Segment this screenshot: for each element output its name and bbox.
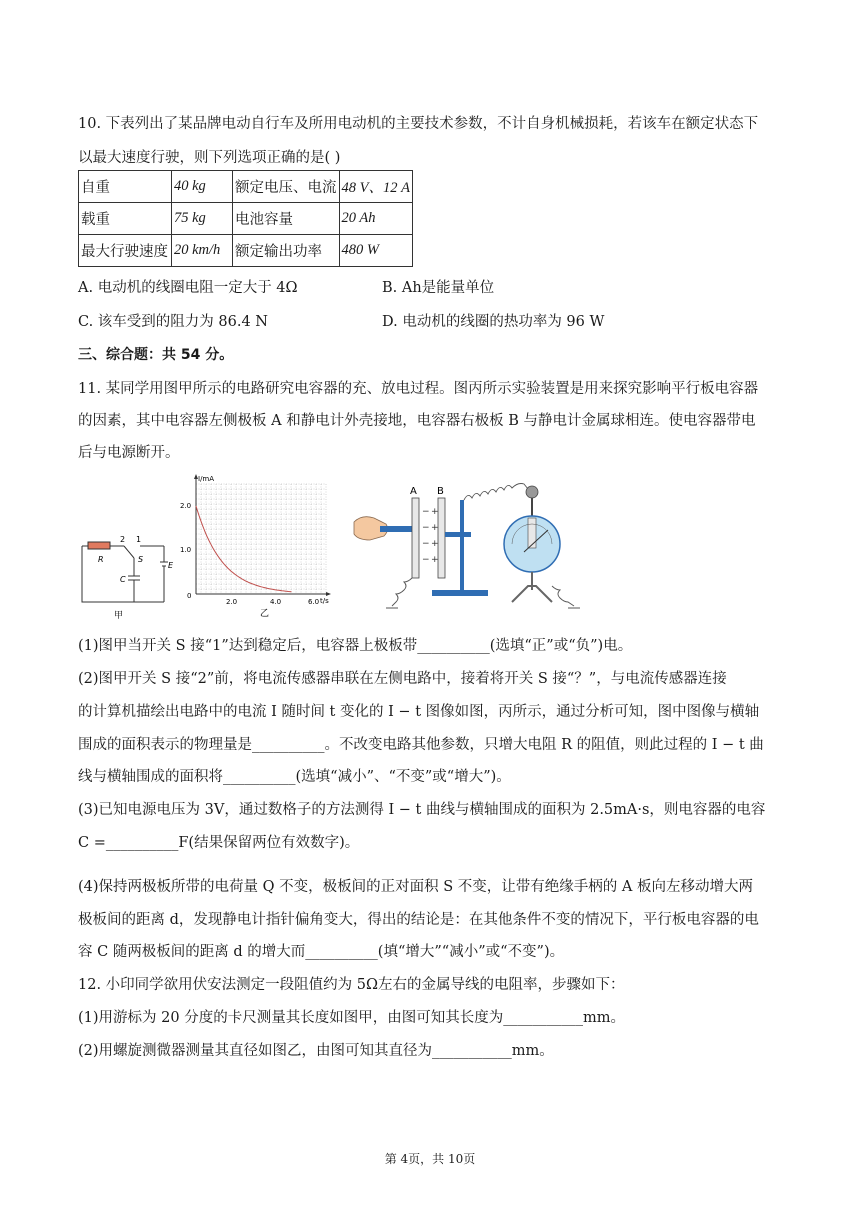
q10-stem-line2: 以最大速度行驶，则下列选项正确的是( ) (78, 150, 341, 166)
q11-intro-line3: 后与电源断开。 (78, 445, 180, 461)
svg-text:−: − (422, 555, 430, 565)
table-cell: 最大行驶速度 (79, 235, 172, 267)
label-1: 1 (136, 535, 142, 544)
option-d: D. 电动机的线圈的热功率为 96 W (382, 314, 605, 330)
table-cell: 75 kg (172, 203, 233, 235)
x-tick-label: 4.0 (270, 598, 282, 606)
figure-label-yi: 乙 (260, 609, 270, 619)
q11-intro-line1: 11. 某同学用图甲所示的电路研究电容器的充、放电过程。图丙所示实验装置是用来探究影响平行板电容器 (78, 381, 759, 397)
q11-part2-line1: (2)图甲开关 S 接“2”前，将电流传感器串联在左侧电路中，接着将开关 S 接“？”，与电流传感器连接 (78, 671, 727, 687)
q11-part4-line3: 容 C 随两极板间的距离 d 的增大而__________(填“增大”“减小”或“不变”)。 (78, 944, 565, 960)
table-cell: 20 Ah (339, 203, 412, 235)
table-row (79, 171, 413, 203)
svg-text:−: − (422, 539, 430, 549)
y-tick-label: 2.0 (180, 502, 192, 510)
q12-part2: (2)用螺旋测微器测量其直径如图乙，由图可知其直径为___________mm。 (78, 1043, 554, 1059)
circuit-diagram-jia (78, 532, 182, 622)
svg-text:+: + (431, 507, 439, 517)
x-axis-label: t/s (320, 597, 329, 605)
page-footer: 第 4页，共 10页 (384, 1152, 476, 1166)
option-a: A. 电动机的线圈电阻一定大于 4Ω (78, 280, 298, 296)
label-s: S (138, 555, 144, 564)
table-cell: 额定输出功率 (233, 235, 340, 267)
plate-a-label: A (410, 486, 417, 497)
q11-part2-line2: 的计算机描绘出电路中的电流 I 随时间 t 变化的 I − t 图像如图，丙所示，通过分析可知，图中图像与横轴 (78, 704, 760, 720)
q10-stem-line1: 10. 下表列出了某品牌电动自行车及所用电动机的主要技术参数，不计自身机械损耗，若该车在额定状态下 (78, 116, 759, 132)
q11-part3-line1: (3)已知电源电压为 3V，通过数格子的方法测得 I − t 曲线与横轴围成的面积为 2.5mA·s，则电容器的电容 (78, 802, 766, 818)
x-tick-label: 6.0 (308, 598, 320, 606)
current-time-graph-yi (176, 470, 336, 620)
capacitor-electrometer-apparatus (352, 474, 584, 616)
section-heading: 三、综合题：共 54 分。 (78, 347, 234, 363)
table-cell: 40 kg (172, 171, 233, 203)
q11-part4-line1: (4)保持两极板所带的电荷量 Q 不变，极板间的正对面积 S 不变，让带有绝缘手柄的 A 板向左移动增大两 (78, 879, 753, 895)
y-tick-label: 0 (187, 592, 192, 600)
q11-part1: (1)图甲当开关 S 接“1”达到稳定后，电容器上极板带__________(选填“正”或“负”)电。 (78, 638, 633, 654)
q11-part4-line2: 极板间的距离 d，发现静电计指针偏角变大，得出的结论是：在其他条件不变的情况下，平行板电容器的电 (78, 912, 759, 928)
svg-text:−: − (422, 507, 430, 517)
table-cell: 额定电压、电流 (233, 171, 340, 203)
table-cell: 载重 (79, 203, 172, 235)
svg-text:+: + (431, 523, 439, 533)
table-cell: 电池容量 (233, 203, 340, 235)
q11-part2-line4: 线与横轴围成的面积将__________(选填“减小”、“不变”或“增大”)。 (78, 769, 511, 785)
y-axis-label: I/mA (198, 475, 215, 483)
table-cell: 48 V、12 A (339, 171, 412, 203)
label-2: 2 (120, 535, 126, 544)
q11-part3-line2: C =__________F(结果保留两位有效数字)。 (78, 835, 360, 851)
table-cell: 自重 (79, 171, 172, 203)
table-row (79, 235, 413, 267)
table-row (79, 203, 413, 235)
spec-table (78, 170, 413, 267)
q11-part2-line3: 围成的面积表示的物理量是__________。不改变电路其他参数，只增大电阻 R 的阻值，则此过程的 I − t 曲 (78, 737, 764, 753)
x-tick-label: 2.0 (226, 598, 238, 606)
option-c: C. 该车受到的阻力为 86.4 N (78, 314, 268, 330)
table-cell: 20 km/h (172, 235, 233, 267)
q12-part1: (1)用游标为 20 分度的卡尺测量其长度如图甲，由图可知其长度为___________mm。 (78, 1010, 625, 1026)
label-e: E (168, 561, 174, 570)
q11-intro-line2: 的因素，其中电容器左侧极板 A 和静电计外壳接地，电容器右极板 B 与静电计金属球相连。使电容器带电 (78, 413, 756, 429)
table-cell: 480 W (339, 235, 412, 267)
y-tick-label: 1.0 (180, 546, 192, 554)
plate-b-label: B (437, 486, 444, 497)
svg-text:+: + (431, 539, 439, 549)
figure-label-jia: 甲 (114, 611, 124, 621)
label-c: C (120, 575, 126, 584)
option-b: B. Ah是能量单位 (382, 280, 495, 296)
svg-text:+: + (431, 555, 439, 565)
label-r: R (98, 555, 104, 564)
svg-text:−: − (422, 523, 430, 533)
q12-intro: 12. 小印同学欲用伏安法测定一段阻值约为 5Ω左右的金属导线的电阻率，步骤如下： (78, 977, 625, 993)
